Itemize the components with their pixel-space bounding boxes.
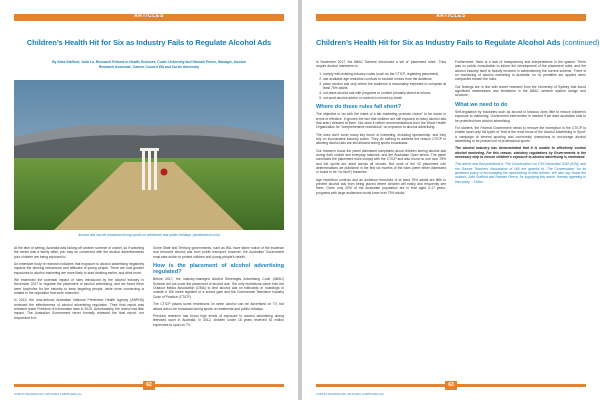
- republication-note: This article was first published in ‘The Conversation’ on 17th December 2018 (62N), and the Games Teachers’ Association of WA are grateful to ‘The Conversation’ for its generous policy of encouraging the republishing of their articles. We also say ‘thank the authors, Julia Stafford and Hannah Pierce, for supplying this article, thereby agreeing to third party’ – Editor.: [455, 162, 586, 184]
- article-authors: By Alisa Stafford, Julia Lu, Research Fellows in Health Sciences, Curtin University and Hannah Pierce, Manager, Alcohol Research Associate, Cancer Council WA and Curtin University: [52, 60, 246, 69]
- paragraph: Previous research has found high levels of exposure to alcohol advertising during televised sport in Australia. In 2012, children under 18 years received 51 million exposures to sport on TV.: [153, 313, 284, 327]
- continued-label: (continued): [562, 38, 600, 47]
- section-label: ARTICLES: [436, 13, 466, 19]
- list-item: 1. comply with existing industry codes (such as the CTICP, regarding placement): [323, 72, 446, 76]
- paragraph: The objective is “as with the intent of a fair marketing promote choice” to be worse in terms of effective. It ignores the fact that children are still exposed to many alcohol ads that aren’t directed at them. Nor does it reflect recommendations from the World Health Organization for “comprehensive restrictions” on exposure to alcohol advertising.: [316, 112, 446, 130]
- section-heading: Where do these rules fall short?: [316, 104, 402, 111]
- article-title: Children’s Health Hit for Six as Industry Fails to Regulate Alcohol Ads: [26, 38, 272, 47]
- right-column-2: [455, 60, 586, 187]
- right-column-1: [316, 60, 446, 198]
- right-page: [302, 0, 600, 400]
- section-label: ARTICLES: [134, 13, 164, 19]
- paragraph: Some State and Territory governments, such as WA, have taken notice of the evidence and removed alcohol ads from public transport; however, the Australian Government must take action to protect children and young people’s health.: [153, 246, 284, 259]
- footer-text: CURTIN TECHNOLOGY ARTICLES CURTIN.EDU.AU: [316, 392, 384, 396]
- list-item: 3. place alcohol ads only where the audience is reasonably expected to comprise at least 75% adults: [323, 82, 446, 91]
- list-item: 5. not send alcohol advice or content to minors by email: [323, 96, 446, 100]
- paragraph: We examined the potential impact of rules introduced by the alcohol industry in November 2017 to regulate the placement of alcohol advertising, and we found there were loopholes for the industry to keep targeting people, while more concerning is related to the regulation that were observed.: [14, 278, 144, 296]
- paragraph: Before 2017, the industry-managed Alcohol Beverages Advertising Code (ABAC) Scheme did not cover the placement of alcohol ads. The only restrictions came from the Outdoor Media Association (OMA) to limit alcohol ads on billboards or hoardings to outside a 150 metre sightline of a school gate and the Commercial Television Industry Code of Practice (CTICP).: [153, 277, 284, 299]
- cricket-stadium-image: [14, 80, 284, 230]
- left-column-1: [14, 246, 144, 323]
- left-column-2: [153, 246, 284, 330]
- article-title-text: Children’s Health Hit for Six as Industry Fails to Regulate Alcohol Ads: [316, 38, 561, 47]
- list-item: 4. not place alcohol ads with programs or content primarily aimed at minors: [323, 91, 446, 95]
- footer-text: CURTIN TECHNOLOGY ARTICLES CURTIN.EDU.AU: [14, 392, 82, 396]
- article-title: [316, 38, 600, 47]
- left-page: [0, 0, 298, 400]
- section-band: [14, 14, 284, 21]
- cricket-photo: [14, 80, 284, 230]
- paragraph: In November 2017, the ABAC Scheme introduced a set of ‘placement rules’. They require alcohol marketers to:: [316, 60, 446, 69]
- paragraph: The rules don’t cover many key forms of marketing, including sponsorship, and they rely on inconsistent industry codes. They do nothing to address the reason CTICP in allowing alcohol ads are still allowed during sports broadcasts.: [316, 132, 446, 146]
- page-number: 63: [445, 381, 457, 390]
- page-number: 62: [143, 381, 155, 390]
- paragraph: An extensive body of research indicates that exposure to alcohol advertising negatively impacts the drinking behaviours and attitudes of young people. There are now greater exposures to alcohol marketing are more likely to start drinking earlier, and drink more.: [14, 262, 144, 275]
- paragraph: Our research found the panel dismissed complaints about children seeing alcohol ads during their cricket and everyday matches, and the Australian Open tennis. The panel concluded the placement rules comply with the CTICP and also found no one over 75% and the sports are aired across all venues. But most of the 42 placement rule determinations we published in the first six months of the rules (were either dismissed or found to be “no fault”) breaches.: [316, 148, 446, 175]
- photo-caption: Alcohol ads can be broadcast during sports on weekends and public holidays. (shutterstock.com): [78, 233, 220, 237]
- paragraph: Our findings are in line with recent research from the University of Sydney that found significant weaknesses and limitations in the ABAC scheme system design and structure.: [455, 84, 586, 98]
- paragraph: For starters, the Federal Government needs to remove the exemption in the CTICP to enable sport-only full types of “that is the most focus of the Alcohol Advertising in Sport” a campaign of several sporting and community champions to encourage alcohol advertising to be phased out of professional sports.: [455, 125, 586, 144]
- paragraph: Self-regulation by industries such as alcohol in tobacco does little to reduce children’s exposure to marketing. Government intervention is needed if we want Australian kids to be protected from alcohol advertising.: [455, 109, 586, 123]
- emphasis-paragraph: The alcohol industry has demonstrated that it is unable to effectively control alcohol marketing. For this reason, statutory regulations by Governments is the necessary step to ensure children’s exposure to alcohol advertising is minimised.: [455, 146, 586, 160]
- paragraph: In 2013, the now-defunct Australian National Preventive Health Agency (ANPHA) reviewed the effectiveness of alcohol advertising regulation. Their final report was released under Freedom of Information laws in 2015. Unfortunately, the review had little impact. The Australian Government never formally released the final report, nor responded to it.: [14, 298, 144, 320]
- placement-rules-list: [316, 72, 446, 100]
- paragraph: Age restriction controls and an audience threshold of at least 75% adults are little to prevent alcohol ads from being placed where children will easily and frequently see them. Given only 20% of the Australian population are in that aged 0-17 years, programs with large audiences would have over 75% adults.: [316, 177, 446, 195]
- section-heading: What we need to do: [455, 101, 508, 108]
- list-item: 2. use available age restriction controls to exclude minors from the audience: [323, 77, 446, 81]
- section-band: [316, 14, 586, 21]
- paragraph: At the time of writing, Australia was kicking off another summer of cricket, so if watching the series was a family affair, you may be concerned with the alcohol advertisements your children are being exposed to.: [14, 246, 144, 259]
- paragraph: The CTICP places some restrictions on when alcohol can be advertised on TV, but allows ads to be broadcast during sports on weekends and public holidays.: [153, 302, 284, 311]
- section-heading: How is the placement of alcohol advertising regulated?: [153, 263, 284, 276]
- paragraph: Furthermore, there is a lack of transparency and independence in the system. There was no public consultation to inform the development of the placement rules, and the alcohol industry itself is heavily involved in administering the current scheme. There is no monitoring of alcohol marketing in Australia, so no penalties are applied when companies breach the rules.: [455, 60, 586, 82]
